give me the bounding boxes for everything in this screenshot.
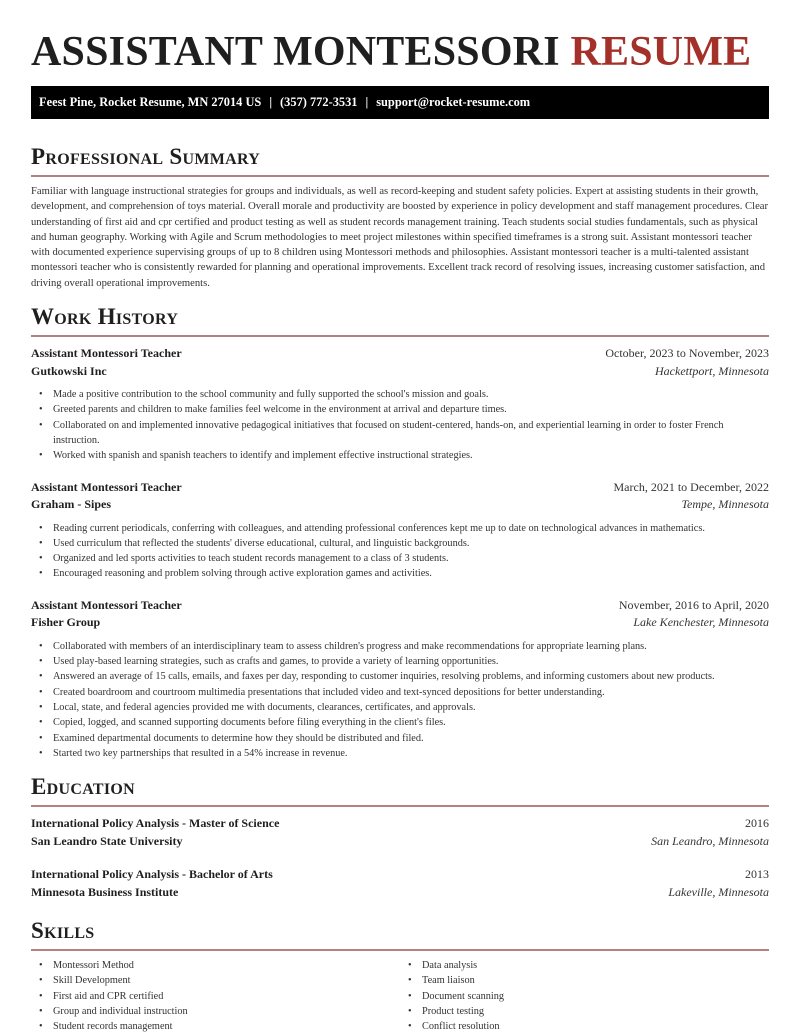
section-divider — [31, 175, 769, 177]
skill-item: • First aid and CPR certified — [53, 989, 400, 1004]
skills-section — [31, 919, 769, 1034]
job-bullet: • Reading current periodicals, conferring with colleagues, and attending professional conferences kept me up to date on technological advances in mathematics. — [53, 521, 769, 536]
skill-item: • Conflict resolution — [422, 1019, 769, 1034]
job-company-row — [31, 615, 769, 633]
skill-item: • Student records management — [53, 1019, 400, 1034]
skills-list — [31, 958, 400, 1034]
job-entry — [31, 480, 769, 582]
skill-item: • Product testing — [422, 1004, 769, 1019]
job-company-row — [31, 497, 769, 515]
job-title: Assistant Montessori Teacher — [31, 346, 182, 361]
job-location: Lake Kenchester, Minnesota — [633, 615, 769, 630]
summary-text: Familiar with language instructional strategies for groups and individuals, as well as record-keeping and student safety policies. Expert at assisting students in their growth, development, and comprehension of toys material. Overall morale and productivity are boosted by experience in policy development and staff management procedures. Clear understanding of first aid and cpr certified and product testing as well as student records management training. Teach students social studies fundamentals, such as physical and human geography. Working with Agile and Scrum methodologies to meet project milestones within specified timeframes is a strong suit. Assistant montessori teacher with documented experience supervising groups of up to 8 children using Montessori methods and philosophies. Assistant montessori teacher is a multi-talented assistant montessori teacher who is consistently rewarded for planning and operational improvements. Excellent track record of resolving issues, increasing customer satisfaction, and driving overall operational improvements. — [31, 186, 768, 289]
skill-item: • Montessori Method — [53, 958, 400, 973]
education-section — [31, 775, 769, 902]
resume-title — [31, 0, 769, 86]
skill-item: • Team liaison — [422, 973, 769, 988]
contact-phone[interactable]: (357) 772-3531 — [280, 95, 358, 109]
education-school-row — [31, 834, 769, 852]
job-company-row — [31, 364, 769, 382]
job-bullet: • Copied, logged, and scanned supporting documents before filing everything in the client's files. — [53, 715, 769, 730]
work-history-section — [31, 305, 769, 761]
education-degree-row — [31, 816, 769, 834]
job-bullet: • Worked with spanish and spanish teachers to identify and implement effective instructional strategies. — [53, 448, 769, 463]
job-bullet: • Created boardroom and courtroom multimedia presentations that included video and text-synced depositions for better understanding. — [53, 685, 769, 700]
resume-title-accent: RESUME — [570, 29, 752, 75]
education-entry — [31, 816, 769, 851]
section-divider — [31, 335, 769, 337]
job-location: Hackettport, Minnesota — [655, 363, 769, 378]
job-header-row — [31, 480, 769, 498]
job-bullets — [31, 639, 769, 761]
education-degree: International Policy Analysis - Master of Science — [31, 816, 280, 831]
education-school: San Leandro State University — [31, 833, 183, 848]
skill-item: • Skill Development — [53, 973, 400, 988]
skill-item: • Group and individual instruction — [53, 1004, 400, 1019]
job-bullet: • Greeted parents and children to make families feel welcome in the environment at arrival and departure times. — [53, 402, 769, 417]
education-year: 2013 — [745, 867, 769, 882]
education-school-row — [31, 885, 769, 903]
contact-email[interactable]: support@rocket-resume.com — [376, 95, 531, 109]
job-dates: March, 2021 to December, 2022 — [613, 479, 769, 494]
job-bullet: • Collaborated with members of an interdisciplinary team to assess children's progress and make recommendations for appropriate learning plans. — [53, 639, 769, 654]
job-location: Tempe, Minnesota — [681, 497, 769, 512]
job-bullet: • Local, state, and federal agencies provided me with documents, clearances, certificates, and approvals. — [53, 700, 769, 715]
job-bullets — [31, 521, 769, 582]
job-bullet: • Used play-based learning strategies, such as crafts and games, to provide a variety of learning opportunities. — [53, 654, 769, 669]
job-bullet: • Organized and led sports activities to teach student records management to a class of 3 students. — [53, 551, 769, 566]
job-title: Assistant Montessori Teacher — [31, 597, 182, 612]
contact-separator: | — [269, 95, 273, 109]
job-bullet: • Collaborated on and implemented innovative pedagogical initiatives that focused on student-centered, hands-on, and experiential learning in order to foster French instruction. — [53, 418, 769, 449]
section-divider — [31, 949, 769, 951]
education-location: Lakeville, Minnesota — [668, 884, 769, 899]
job-bullet: • Used curriculum that reflected the students' diverse educational, cultural, and linguistic backgrounds. — [53, 536, 769, 551]
contact-separator: | — [365, 95, 369, 109]
skills-grid — [31, 958, 769, 1034]
job-title: Assistant Montessori Teacher — [31, 479, 182, 494]
job-bullet: • Made a positive contribution to the school community and fully supported the school's mission and goals. — [53, 387, 769, 402]
education-degree-row — [31, 867, 769, 885]
skills-list — [400, 958, 769, 1034]
job-header-row — [31, 346, 769, 364]
contact-address: Feest Pine, Rocket Resume, MN 27014 US — [39, 95, 262, 109]
education-location: San Leandro, Minnesota — [651, 833, 769, 848]
job-bullet: • Answered an average of 15 calls, emails, and faxes per day, responding to customer inquiries, resolving problems, and informing customers about new products. — [53, 669, 769, 684]
summary-section — [31, 145, 769, 291]
job-bullet: • Started two key partnerships that resulted in a 54% increase in revenue. — [53, 746, 769, 761]
contact-bar — [31, 86, 769, 119]
job-entry — [31, 598, 769, 761]
section-heading-work-history: Work History — [31, 304, 179, 330]
resume-title-main: ASSISTANT MONTESSORI — [31, 29, 560, 75]
skills-column-left — [31, 958, 400, 1034]
skill-item: • Data analysis — [422, 958, 769, 973]
education-degree: International Policy Analysis - Bachelor of Arts — [31, 867, 273, 882]
job-bullets — [31, 387, 769, 463]
job-header-row — [31, 598, 769, 616]
job-company: Gutkowski Inc — [31, 363, 107, 378]
job-bullet: • Examined departmental documents to determine how they should be distributed and filed. — [53, 731, 769, 746]
job-company: Fisher Group — [31, 615, 101, 630]
job-bullet: • Encouraged reasoning and problem solving through active exploration games and activities. — [53, 566, 769, 581]
job-dates: October, 2023 to November, 2023 — [605, 346, 769, 361]
education-year: 2016 — [745, 816, 769, 831]
section-divider — [31, 805, 769, 807]
education-school: Minnesota Business Institute — [31, 884, 179, 899]
job-dates: November, 2016 to April, 2020 — [618, 597, 769, 612]
section-heading-skills: Skills — [31, 918, 95, 944]
skill-item: • Document scanning — [422, 989, 769, 1004]
job-entry — [31, 346, 769, 463]
section-heading-education: Education — [31, 774, 135, 800]
job-company: Graham - Sipes — [31, 497, 112, 512]
section-heading-summary: Professional Summary — [31, 144, 261, 169]
skills-column-right — [400, 958, 769, 1034]
education-entry — [31, 867, 769, 902]
